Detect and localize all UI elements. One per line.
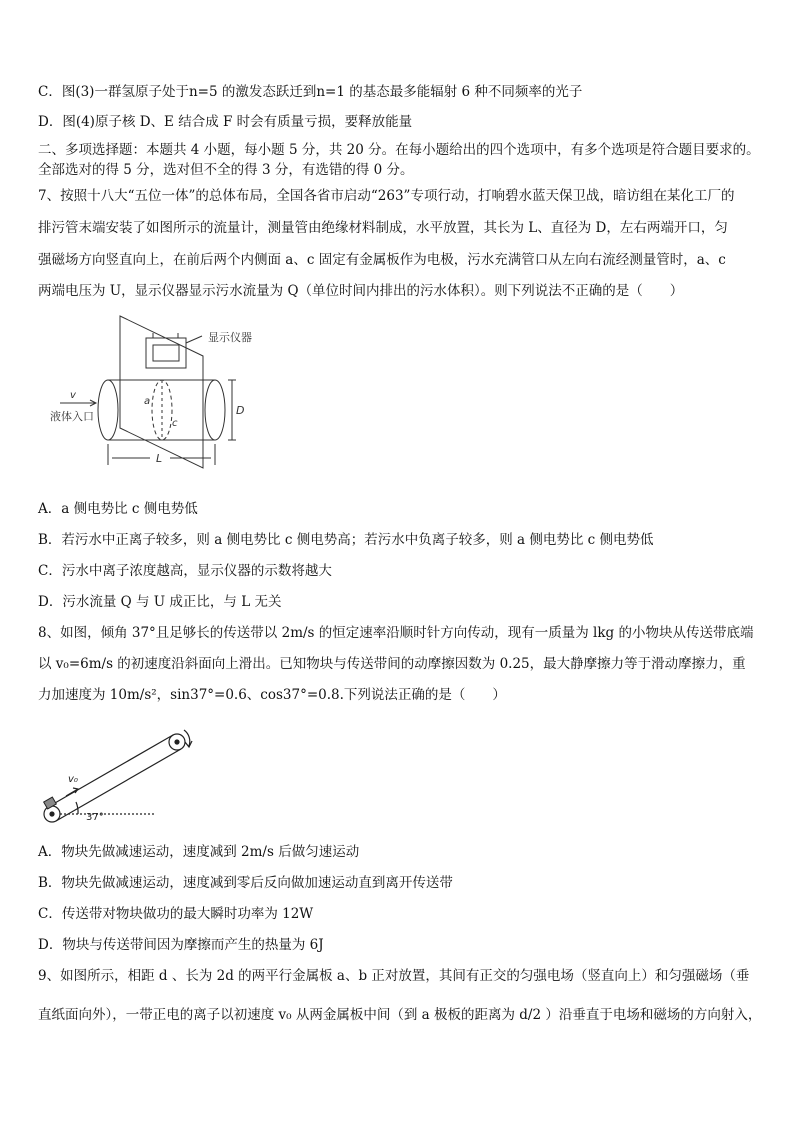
block — [44, 797, 57, 809]
display-instrument — [146, 338, 186, 368]
q7-option-b: B．若污水中正离子较多，则 a 侧电势比 c 侧电势高；若污水中负离子较多，则 a 侧电势比 c 侧电势低 — [38, 532, 654, 548]
question-7-line-1: 7、按照十八大“五位一体”的总体布局，全国各省市启动“263”专项行动，打响碧水蓝天保卫战，暗访组在某化工厂的 — [38, 188, 735, 204]
q8-option-b: B．物块先做减速运动，速度减到零后反向做加速运动直到离开传送带 — [38, 875, 453, 891]
question-8-line-3: 力加速度为 10m/s²，sin37°=0.6、cos37°=0.8.下列说法正确的是（ ） — [38, 687, 506, 703]
angle-label: 37° — [86, 812, 104, 823]
pipe-inlet — [98, 380, 118, 440]
q8-option-d: D．物块与传送带间因为摩擦而产生的热量为 6J — [38, 937, 324, 953]
question-8-line-2: 以 v₀=6m/s 的初速度沿斜面向上滑出。已知物块与传送带间的动摩擦因数为 0.25，最大静摩擦力等于滑动摩擦力，重 — [38, 656, 746, 672]
display-screen — [153, 345, 179, 361]
inlet-label: 液体入口 — [50, 410, 94, 423]
diameter-label: D — [236, 404, 245, 417]
question-8-line-1: 8、如图，倾角 37°且足够长的传送带以 2m/s 的恒定速率沿顺时针方向传动，现有一质量为 lkg 的小物块从传送带底端 — [38, 625, 754, 641]
length-label: L — [156, 452, 163, 465]
option-6c: C．图(3)一群氢原子处于n=5 的激发态跃迁到n=1 的基态最多能辐射 6 种不同频率的光子 — [38, 84, 583, 100]
q7-option-d: D．污水流量 Q 与 U 成正比，与 L 无关 — [38, 594, 282, 610]
question-9-line-2: 直纸面向外），一带正电的离子以初速度 v₀ 从两金属板中间（到 a 极板的距离为 d/2 ）沿垂直于电场和磁场的方向射入， — [38, 1007, 762, 1023]
q8-option-a: A．物块先做减速运动，速度减到 2m/s 后做匀速运动 — [38, 844, 360, 860]
conveyor-figure — [38, 722, 198, 826]
flowmeter-figure — [50, 308, 270, 483]
q7-option-a: A．a 侧电势比 c 侧电势低 — [38, 501, 198, 517]
section-2-instructions-1: 二、多项选择题：本题共 4 小题，每小题 5 分，共 20 分。在每小题给出的四个选项中，有多个选项是符合题目要求的。 — [38, 142, 760, 158]
velocity-arrow — [66, 789, 78, 796]
angle-arc — [76, 802, 78, 814]
question-7-line-3: 强磁场方向竖直向上，在前后两个内侧面 a、c 固定有金属板作为电极，污水充满管口从左向右流经测量管时，a、c — [38, 252, 726, 268]
option-6d: D．图(4)原子核 D、E 结合成 F 时会有质量亏损，要释放能量 — [38, 114, 413, 130]
q7-option-c: C．污水中离子浓度越高，显示仪器的示数将越大 — [38, 563, 332, 579]
question-9-line-1: 9、如图所示，相距 d 、长为 2d 的两平行金属板 a、b 正对放置，其间有正交的匀强电场（竖直向上）和匀强磁场（垂 — [38, 968, 750, 984]
electrode-c-label: c — [172, 418, 178, 429]
section-2-instructions-2: 全部选对的得 5 分，选对但不全的得 3 分，有选错的得 0 分。 — [38, 162, 414, 178]
pipe-outlet — [205, 380, 225, 440]
electrode-a-label: a — [144, 396, 151, 407]
question-7-line-4: 两端电压为 U，显示仪器显示污水流量为 Q（单位时间内排出的污水体积）。则下列说法不正确的是（ ） — [38, 283, 684, 299]
belt-bottom — [56, 749, 181, 821]
display-label: 显示仪器 — [208, 331, 252, 344]
v0-label: v₀ — [68, 774, 78, 785]
question-7-line-2: 排污管末端安装了如图所示的流量计，测量管由绝缘材料制成，水平放置，其长为 L、直径为 D，左右两端开口，匀 — [38, 220, 728, 236]
velocity-label: v — [70, 390, 76, 401]
q8-option-c: C．传送带对物块做功的最大瞬时功率为 12W — [38, 906, 314, 922]
